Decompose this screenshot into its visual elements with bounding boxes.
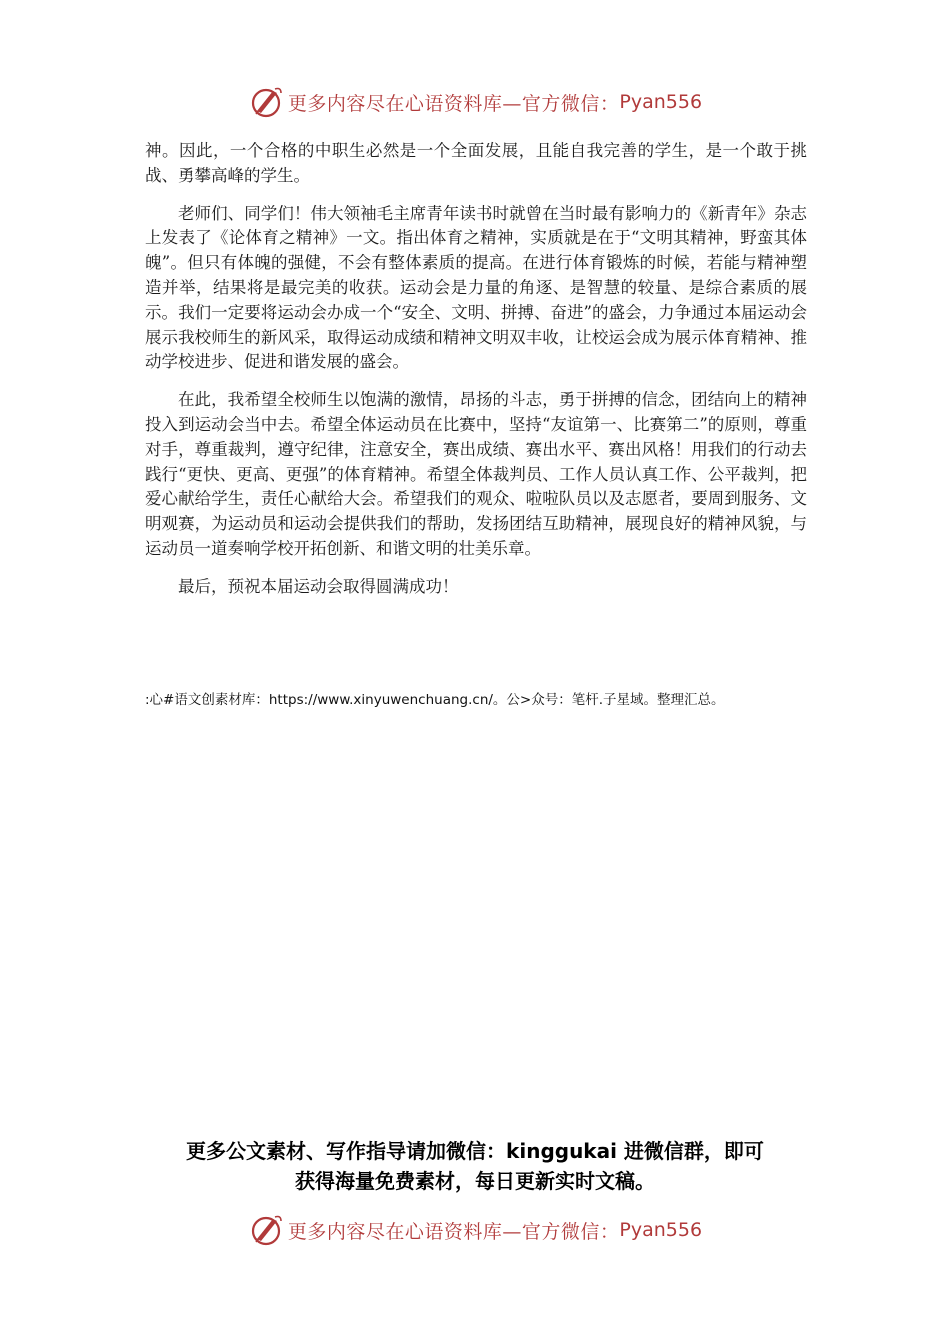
paragraph-continuation: 神。因此，一个合格的中职生必然是一个全面发展，且能自我完善的学生，是一个敢于挑战、勇攀高峰的学生。 bbox=[145, 141, 807, 185]
source-attribution: :心#语文创素材库：https://www.xinyuwenchuang.cn/。公>众号：笔杆.子星域。整理汇总。 bbox=[145, 692, 725, 708]
footer-banner bbox=[0, 1210, 950, 1250]
header-slogan: 更多内容尽在心语资料库—官方微信： bbox=[287, 92, 620, 115]
footer-slogan: 更多内容尽在心语资料库—官方微信： bbox=[287, 1220, 620, 1243]
quill-pen-logo-icon bbox=[248, 1212, 284, 1248]
paragraph-closing: 最后，预祝本届运动会取得圆满成功！ bbox=[178, 576, 459, 596]
promo-line-1: 更多公文素材、写作指导请加微信：kinggukai 进微信群，即可 bbox=[186, 1139, 764, 1163]
header-wechat-id: Pyan556 bbox=[619, 91, 703, 113]
paragraph-hopes: 在此，我希望全校师生以饱满的激情，昂扬的斗志，勇于拼搏的信念，团结向上的精神投入到运动会当中去。希望全体运动员在比赛中，坚持“友谊第一、比赛第二”的原则，尊重对手，尊重裁判，遵守纪律，注意安全，赛出成绩、赛出水平、赛出风格！用我们的行动去践行“更快、更高、更强”的体育精神。希望全体裁判员、工作人员认真工作、公平裁判，把爱心献给学生，责任心献给大会。希望我们的观众、啦啦队员以及志愿者，要周到服务、文明观赛，为运动员和运动会提供我们的帮助，发扬团结互助精神，展现良好的精神风貌，与运动员一道奏响学校开拓创新、和谐文明的壮美乐章。 bbox=[145, 390, 807, 558]
promo-line-2: 获得海量免费素材，每日更新实时文稿。 bbox=[295, 1169, 655, 1193]
promo-block bbox=[120, 1136, 830, 1196]
paragraph-sports-spirit: 老师们、同学们！伟大领袖毛主席青年读书时就曾在当时最有影响力的《新青年》杂志上发表了《论体育之精神》一文。指出体育之精神，实质就是在于“文明其精神，野蛮其体魄”。但只有体魄的强健，不会有整体素质的提高。在进行体育锻炼的时候，若能与精神塑造并举，结果将是最完美的收获。运动会是力量的角逐、是智慧的较量、是综合素质的展示。我们一定要将运动会办成一个“安全、文明、拼搏、奋进”的盛会，力争通过本届运动会展示我校师生的新风采，取得运动成绩和精神文明双丰收，让校运会成为展示体育精神、推动学校进步、促进和谐发展的盛会。 bbox=[145, 203, 807, 372]
document-body bbox=[145, 139, 807, 613]
footer-wechat-id: Pyan556 bbox=[619, 1219, 703, 1241]
quill-pen-logo-icon bbox=[248, 84, 284, 120]
header-banner bbox=[0, 82, 950, 122]
